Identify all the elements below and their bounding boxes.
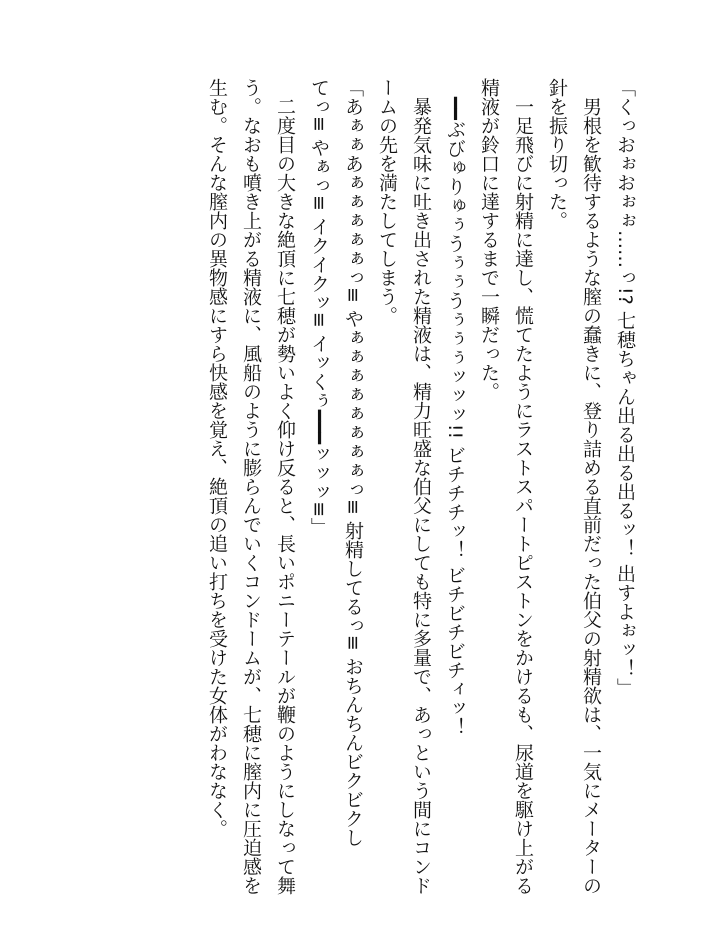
text-line: 一足飛びに射精に達し、慌てたようにラストスパートピストンをかけるも、尿道を駆け上がる (512, 78, 534, 895)
text-line: 「あぁぁあぁぁぁぁぁっ≡ やぁぁぁぁぁぁぁぁっ≡ 射精してるっ≡ おちんちんビクビクし (342, 78, 364, 847)
text-line: 暴発気味に吐き出された精液は、精力旺盛な伯父にしても特に多量で、あっという間にコンド (410, 78, 432, 895)
text-line: てっ≡ やぁっ≡ イクイクッ≡ イッくぅ━━━ッッッ≡」 (308, 78, 330, 537)
text-line: 生む。そんな膣内の異物感にすら快感を覚え、絶頂の追い打ちを受けた女体がわななく。 (206, 78, 228, 838)
text-line: 二度目の大きな絶頂に七穂が勢いよく仰け反ると、長いポニーテールが鞭のようにしなって舞 (274, 78, 296, 895)
text-line: 精液が鈴口に達するまで一瞬だった。 (478, 78, 500, 401)
text-line: 男根を歓待するような膣の蠢きに、登り詰める直前だった伯父の射精欲は、一気にメーターの (580, 78, 602, 895)
text-line: 「くっおぉおぉぉ……っ!? 七穂ちゃん出る出る出るッ！ 出すよぉッ！」 (614, 78, 636, 697)
text-line: 針を振り切った。 (546, 78, 568, 230)
vertical-text-body (206, 78, 642, 895)
text-line: う。なおも噴き上がる精液に、風船のように膨らんでいくコンドームが、七穂に膣内に圧迫感を (240, 78, 262, 895)
text-line: ━━ぶびゅりゅぅうぅぅうぅぅぅッッッ!! ビチチチッ！ ビチビチビチィッ！ (444, 78, 466, 737)
text-line: ームの先を満たしてしまう。 (376, 78, 398, 325)
